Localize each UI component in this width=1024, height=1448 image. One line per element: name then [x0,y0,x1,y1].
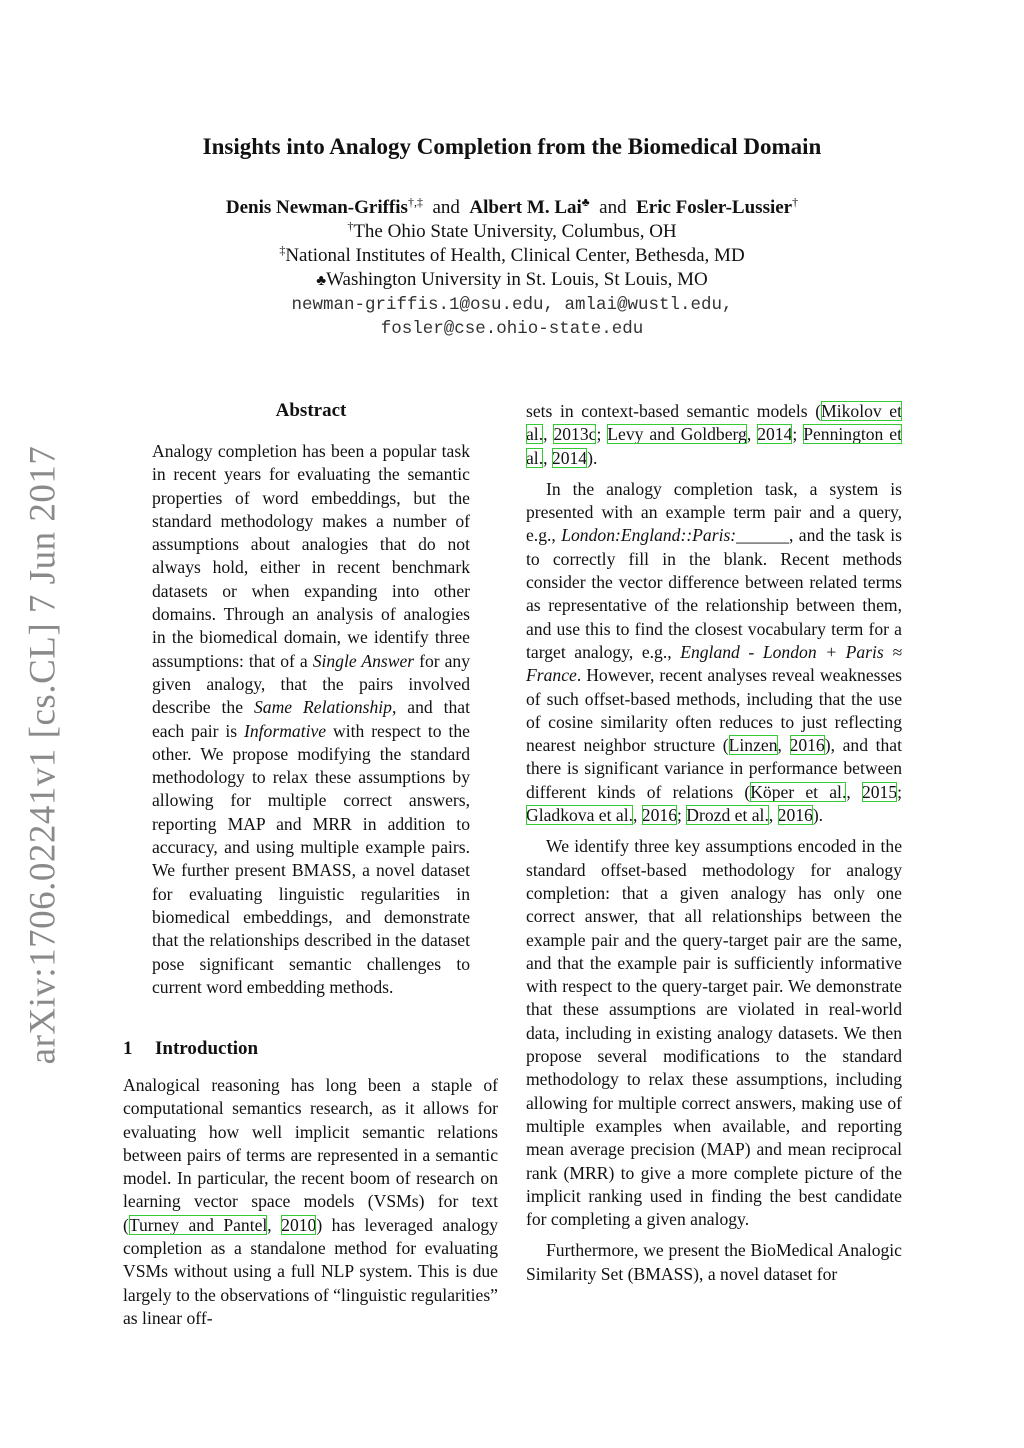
text-run: ; [676,805,687,826]
abstract-body [152,440,470,999]
affiliation-text: The Ohio State University, Columbus, OH [353,221,677,242]
text-run: , [846,781,862,802]
text-run: ). [587,447,598,468]
abstract-heading: Abstract [275,400,347,421]
citation-link[interactable]: Gladkova et al. [526,805,633,826]
citation-link[interactable]: Mikolov et al. [526,401,902,445]
intro-paragraph [123,1074,498,1330]
text-run: Analogy completion has been a popular task in recent years for evaluating the semantic properties of word embeddings, but the standard methodology makes a number of assumptions about analogies that do not always hold, either in recent benchmark datasets or when expanding into other domains. Through an analysis of analogies in the biomedical domain, we identify three assumptions: that of a [152,441,470,671]
text-run: , [746,424,758,445]
affiliation [0,244,1024,268]
emphasis: London:England::Paris:______ [561,525,789,546]
affiliation-text: Washington University in St. Louis, St Louis, MO [326,269,708,290]
text-run: , and that each pair is [152,697,470,741]
citation-link[interactable]: Linzen [728,735,778,756]
text-run: , [267,1214,282,1235]
affiliation-sup: † [347,219,354,233]
affiliation [0,268,1024,293]
text-run: , [777,735,790,756]
affiliation-text: National Institutes of Health, Clinical Center, Bethesda, MD [285,245,745,266]
text-run: ; [596,424,608,445]
author-and: and [599,197,627,218]
text-run: ) has leveraged analogy completion as a standalone method for evaluating VSMs without using a full NLP system. This is due largely to the observations of “linguistic regularities” as linear off- [123,1214,499,1328]
affiliation-sup: ‡ [279,243,286,257]
citation-link[interactable]: 2015 [861,781,898,802]
section-title: Introduction [155,1038,259,1059]
paragraph [526,400,902,470]
text-run: for any given analogy, that the pairs involved describe the [152,650,471,718]
text-run: Analogical reasoning has long been a staple of computational semantics research, as it allows for evaluating how well implicit semantic relations between pairs of terms are represented in a semantic model. In particular, the recent boom of research on learning vector space models (VSMs) for text ( [123,1075,498,1235]
emphasis: Same Relationship [253,697,392,718]
text-run: , and the task is to correctly fill in the blank. Recent methods consider the vector difference between related terms as representative of the relationship between them, and use this to find the closest vocabulary term for a target analogy, e.g., [526,525,902,662]
paragraph: Furthermore, we present the BioMedical Analogic Similarity Set (BMASS), a novel dataset for [526,1240,902,1284]
text-run: , [543,447,552,468]
citation-link[interactable]: 2013c [553,424,597,445]
paper-title: Insights into Analogy Completion from the Biomedical Domain [202,134,822,159]
section-heading [123,1038,258,1060]
author-emails: newman-griffis.1@osu.edu, amlai@wustl.edu, [291,295,733,315]
citation-link[interactable]: Levy and Goldberg [607,424,747,445]
arxiv-stamp-text: arXiv:1706.02241v1 [cs.CL] 7 Jun 2017 [22,445,64,1065]
citation-link[interactable]: 2014 [757,424,793,445]
text-run: ), and that there is significant variance in performance between different kinds of relations ( [526,735,903,802]
paragraph [526,478,902,827]
text-run: sets in context-based semantic models ( [526,401,822,421]
text-run: , [633,805,642,826]
text-run: In the analogy completion task, a system is presented with an example term pair and a query, e.g., [526,478,902,546]
right-column [526,400,902,1286]
section-number: 1 [123,1038,133,1059]
text-run: with respect to the other. We propose modifying the standard methodology to relax these assumptions by allowing for multiple correct answers, reporting MAP and MRR in addition to accuracy, and using multiple example pairs. We further present BMASS, a novel dataset for evaluating linguistic regularities in biomedical embeddings, and demonstrate that the relationships described in the dataset pose significant semantic challenges to current word embedding methods. [152,720,470,997]
author-name: Albert M. Lai [469,197,582,218]
citation-link[interactable]: Turney and Pantel [128,1214,268,1235]
citation-link[interactable]: Köper et al. [750,781,847,802]
author-sup: ♣ [581,195,590,209]
citation-link[interactable]: 2016 [789,735,825,756]
author-sup: † [792,195,799,209]
citation-link[interactable]: 2010 [281,1214,317,1235]
author-emails: fosler@cse.ohio-state.edu [380,319,644,339]
citation-link[interactable]: 2016 [641,805,677,826]
arxiv-stamp [18,445,68,1065]
text-run: ). [812,805,824,826]
author-and: and [432,197,460,218]
paragraph: We identify three key assumptions encoded in the standard offset-based methodology for analogy completion: that a given analogy has only one correct answer, that all relationships between the example pair and the query-target pair are the same, and that the example pair is sufficiently informative with respect to the query-target pair. We demonstrate that these assumptions are violated in real-world data, including in existing analogy datasets. We then propose several modifications to the standard methodology to relax these assumptions, including allowing for multiple correct answers, making use of multiple examples when available, and reporting mean average precision (MAP) and mean reciprocal rank (MRR) to give a more complete picture of the implicit ranking used in finding the best candidate for completing a given analogy. [526,836,902,1230]
text-run: . However, recent analyses reveal weaknesses of such offset-based methods, including that the use of cosine similarity often reduces to just reflecting nearest neighbor structure ( [526,665,902,756]
text-run: , [543,424,554,445]
text-run: ; [897,781,903,802]
author-sup: †,‡ [407,195,423,209]
citation-link[interactable]: 2014 [551,447,588,468]
citation-link[interactable]: 2016 [777,805,813,826]
citation-link[interactable]: Drozd et al. [686,805,769,826]
text-run: ; [792,424,804,445]
author-name: Denis Newman-Griffis [225,197,408,218]
author-block [0,196,1024,341]
author-line [0,196,1024,220]
affiliation-sup: ♣ [316,273,327,289]
citation-link[interactable]: Pennington et al. [526,424,902,468]
affiliation [0,220,1024,244]
text-run: , [768,805,778,826]
emphasis: Informative [244,720,327,741]
emphasis: England - London + Paris ≈ France [526,641,902,686]
author-name: Eric Fosler-Lussier [636,197,793,218]
emphasis: Single Answer [312,650,415,671]
